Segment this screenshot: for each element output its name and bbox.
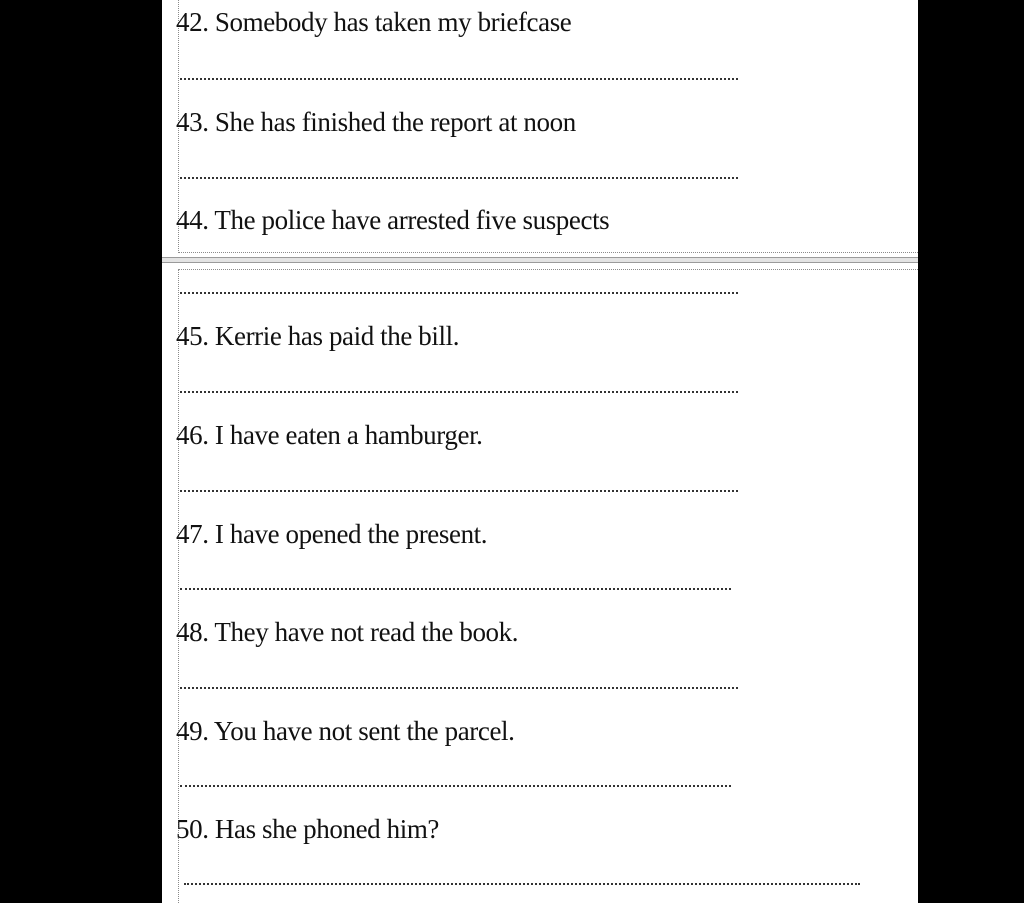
answer-line-48[interactable] <box>180 687 738 689</box>
answer-line-44[interactable] <box>180 292 738 294</box>
document-page-2 <box>162 263 918 903</box>
question-46: 46. I have eaten a hamburger. <box>176 420 483 450</box>
answer-line-46[interactable] <box>180 490 738 492</box>
answer-line-43[interactable] <box>180 177 738 179</box>
question-49: 49. You have not sent the parcel. <box>176 716 515 746</box>
question-45: 45. Kerrie has paid the bill. <box>176 321 460 351</box>
answer-line-47[interactable] <box>180 588 731 590</box>
answer-line-42[interactable] <box>180 78 738 80</box>
question-47: 47. I have opened the present. <box>176 519 488 549</box>
answer-line-45[interactable] <box>180 391 738 393</box>
answer-line-50[interactable] <box>184 883 860 885</box>
question-42: 42. Somebody has taken my briefcase <box>176 7 572 37</box>
question-44: 44. The police have arrested five suspects <box>176 205 610 235</box>
document-page-1 <box>162 0 918 257</box>
answer-line-49[interactable] <box>180 785 731 787</box>
question-50: 50. Has she phoned him? <box>176 814 440 844</box>
question-48: 48. They have not read the book. <box>176 617 519 647</box>
question-43: 43. She has finished the report at noon <box>176 107 576 137</box>
text-boundary <box>178 269 918 903</box>
